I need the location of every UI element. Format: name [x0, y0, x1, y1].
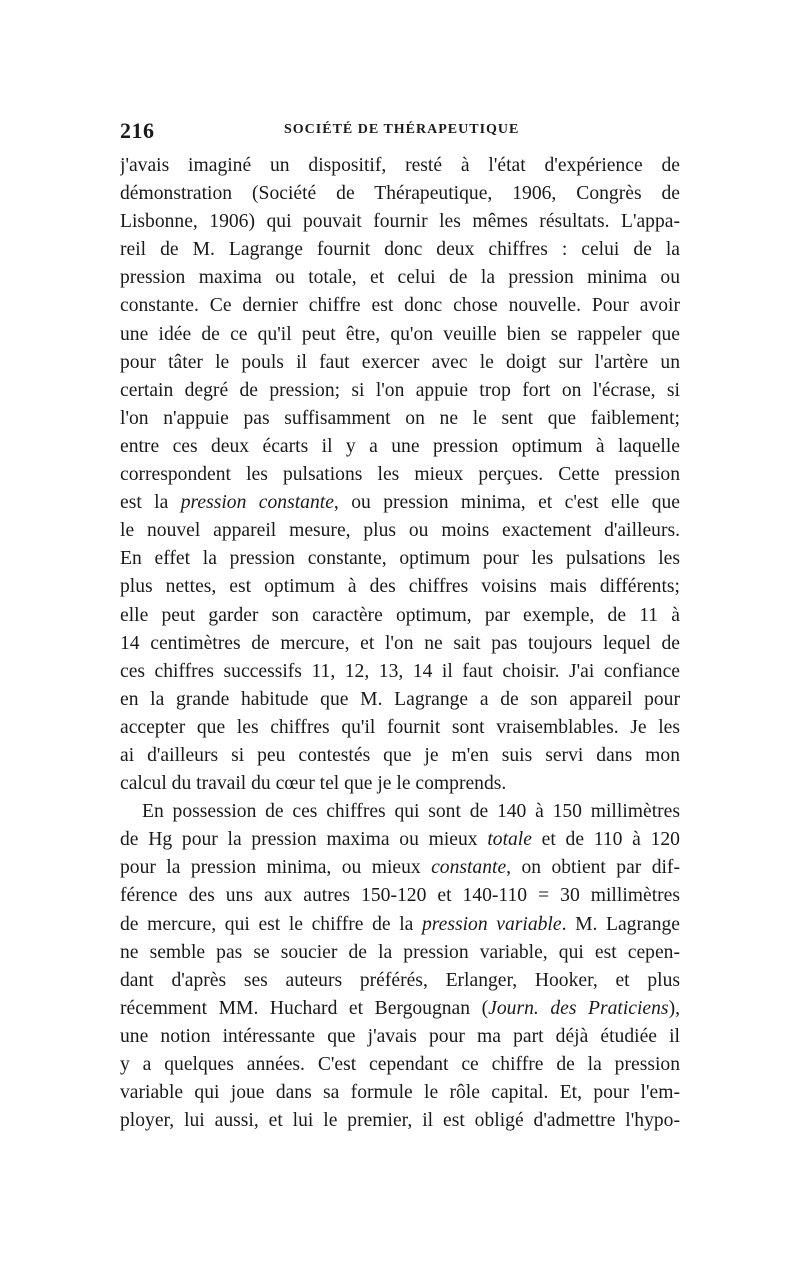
text-line — [120, 1079, 680, 1107]
text-line — [120, 1023, 680, 1051]
text-segment: férence des uns aux autres 150-120 et 140-110 = 30 millimètres — [120, 885, 680, 907]
text-segment: démonstration (Société de Thérapeutique, 1906, Congrès de — [120, 183, 680, 205]
text-segment: pression maxima ou totale, et celui de la pression minima ou — [120, 267, 680, 289]
text-line — [120, 573, 680, 601]
text-segment: Lisbonne, 1906) qui pouvait fournir les mêmes résultats. L'appa- — [120, 211, 680, 233]
text-line — [120, 742, 680, 770]
text-line — [120, 433, 680, 461]
text-segment: variable qui joue dans sa formule le rôle capital. Et, pour l'em- — [120, 1082, 680, 1104]
text-segment: en la grande habitude que M. Lagrange a de son appareil pour — [120, 688, 680, 710]
text-line — [120, 995, 680, 1023]
text-line — [120, 377, 680, 405]
italic-text: Journ. des Praticiens — [488, 997, 669, 1019]
text-line — [120, 264, 680, 292]
text-segment: calcul du travail du cœur tel que je le comprends. — [120, 773, 507, 795]
running-title: SOCIÉTÉ DE THÉRAPEUTIQUE — [284, 122, 520, 137]
text-line — [120, 770, 680, 798]
text-segment: pour la pression minima, ou mieux — [120, 857, 432, 879]
text-line — [120, 882, 680, 910]
text-segment: certain degré de pression; si l'on appuie trop fort on l'écrase, si — [120, 379, 680, 401]
text-line — [120, 686, 680, 714]
text-segment: . M. Lagrange — [561, 913, 680, 935]
text-segment: entre ces deux écarts il y a une pression optimum à laquelle — [120, 435, 680, 457]
text-line — [120, 152, 680, 180]
text-line — [120, 405, 680, 433]
body-text — [120, 152, 680, 1135]
text-segment: 14 centimètres de mercure, et l'on ne sait pas toujours lequel de — [120, 632, 680, 654]
text-line — [120, 714, 680, 742]
text-segment: et de 110 à 120 — [531, 829, 680, 851]
text-line — [120, 292, 680, 320]
text-segment: de mercure, qui est le chiffre de la — [120, 913, 422, 935]
text-line — [120, 517, 680, 545]
text-segment: En possession de ces chiffres qui sont de 140 à 150 millimètres — [142, 801, 680, 823]
text-segment: une notion intéressante que j'avais pour ma part déjà étudiée il — [120, 1025, 680, 1047]
text-segment: constante. Ce dernier chiffre est donc chose nouvelle. Pour avoir — [120, 295, 680, 317]
text-segment: de Hg pour la pression maxima ou mieux — [120, 829, 488, 851]
text-line — [120, 489, 680, 517]
text-segment: ployer, lui aussi, et lui le premier, il est obligé d'admettre l'hypo- — [120, 1110, 680, 1132]
text-line — [120, 798, 680, 826]
text-line — [120, 545, 680, 573]
text-segment: ne semble pas se soucier de la pression variable, qui est cepen- — [120, 941, 680, 963]
text-line — [120, 208, 680, 236]
text-segment: récemment MM. Huchard et Bergougnan ( — [120, 997, 489, 1019]
text-segment: accepter que les chiffres qu'il fournit sont vraisemblables. Je les — [120, 716, 680, 738]
text-line — [120, 854, 680, 882]
text-line — [120, 658, 680, 686]
text-line — [120, 967, 680, 995]
text-line — [120, 1107, 680, 1135]
text-segment: En effet la pression constante, optimum pour les pulsations les — [120, 548, 680, 570]
text-segment: l'on n'appuie pas suffisamment on ne le sent que faiblement; — [120, 407, 680, 429]
text-line — [120, 630, 680, 658]
italic-text: pression variable — [421, 913, 562, 935]
text-segment: ai d'ailleurs si peu contestés que je m'en suis servi dans mon — [120, 744, 680, 766]
text-segment: une idée de ce qu'il peut être, qu'on veuille bien se rappeler que — [120, 323, 680, 345]
text-line — [120, 461, 680, 489]
text-segment: est la — [120, 492, 181, 514]
text-line — [120, 180, 680, 208]
text-segment: , on obtient par dif- — [506, 857, 680, 879]
text-segment: y a quelques années. C'est cependant ce chiffre de la pression — [120, 1054, 680, 1075]
text-segment: pour tâter le pouls il faut exercer avec le doigt sur l'artère un — [120, 351, 680, 373]
text-line — [120, 939, 680, 967]
text-segment: j'avais imaginé un dispositif, resté à l'état d'expérience de — [120, 155, 680, 176]
text-segment: plus nettes, est optimum à des chiffres voisins mais différents; — [120, 576, 680, 598]
text-segment: elle peut garder son caractère optimum, par exemple, de 11 à — [120, 604, 680, 626]
italic-text: pression constante — [180, 492, 334, 514]
text-line — [120, 911, 680, 939]
text-line — [120, 321, 680, 349]
running-header — [120, 118, 680, 144]
text-segment: ces chiffres successifs 11, 12, 13, 14 il faut choisir. J'ai confiance — [120, 660, 680, 682]
text-segment: correspondent les pulsations les mieux perçues. Cette pression — [120, 464, 680, 486]
text-line — [120, 602, 680, 630]
italic-text: totale — [487, 829, 532, 851]
text-segment: dant d'après ses auteurs préférés, Erlanger, Hooker, et plus — [120, 969, 680, 991]
text-segment: reil de M. Lagrange fournit donc deux chiffres : celui de la — [120, 239, 680, 261]
text-line — [120, 1051, 680, 1079]
page-number: 216 — [120, 118, 155, 143]
text-line — [120, 236, 680, 264]
text-segment: ), — [668, 997, 680, 1019]
italic-text: constante — [431, 857, 507, 879]
text-line — [120, 826, 680, 854]
text-segment: , ou pression minima, et c'est elle que — [333, 492, 680, 514]
text-segment: le nouvel appareil mesure, plus ou moins exactement d'ailleurs. — [120, 520, 680, 542]
text-line — [120, 349, 680, 377]
